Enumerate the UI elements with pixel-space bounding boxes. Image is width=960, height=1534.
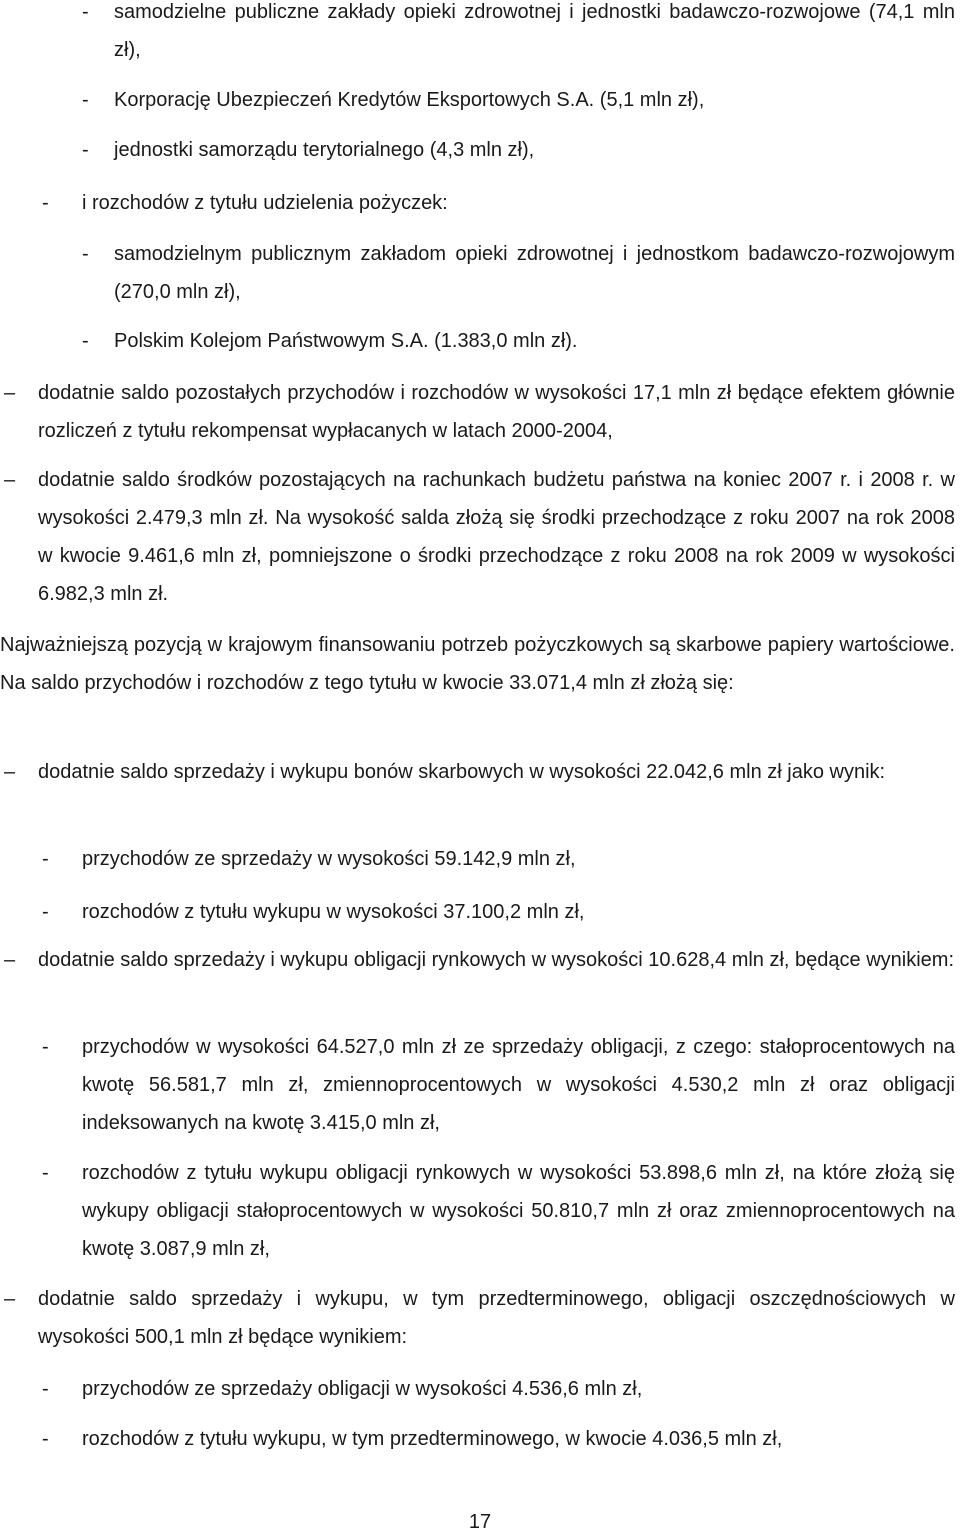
list-marker: - [82,330,89,352]
list-item-text: przychodów ze sprzedaży obligacji w wysokości 4.536,6 mln zł, [82,1378,643,1400]
list-item [42,1420,955,1458]
list-marker: - [42,848,49,870]
list-item-text: dodatnie saldo sprzedaży i wykupu obligacji rynkowych w wysokości 10.628,4 mln zł, będące wynikiem: [38,949,954,971]
paragraph-text: Najważniejszą pozycją w krajowym finansowaniu potrzeb pożyczkowych są skarbowe papiery wartościowe. Na saldo przychodów i rozchodów z tego tytułu w kwocie 33.071,4 mln zł złożą się: [0,634,955,694]
list-item-text: rozchodów z tytułu wykupu, w tym przedterminowego, w kwocie 4.036,5 mln zł, [82,1428,783,1450]
list-marker: – [4,761,16,783]
list-item [82,0,955,69]
list-item-text: przychodów ze sprzedaży w wysokości 59.142,9 mln zł, [82,848,576,870]
list-item [4,1280,955,1356]
page-number: 17 [468,1511,492,1533]
list-marker: - [42,1162,49,1184]
list-item-text: dodatnie saldo sprzedaży i wykupu, w tym przedterminowego, obligacji oszczędnościowych w wysokości 500,1 mln zł będące wynikiem: [38,1288,955,1348]
list-marker: - [82,89,89,111]
list-marker: - [42,192,49,214]
list-item [42,1370,955,1408]
list-item [42,1028,955,1142]
list-item [82,81,955,119]
list-item [4,461,955,613]
list-item [82,235,955,311]
list-item-text: rozchodów z tytułu wykupu obligacji rynkowych w wysokości 53.898,6 mln zł, na które złożą się wykupy obligacji stałoprocentowych w wysokości 50.810,7 mln zł oraz zmiennoprocentowych na kwotę 3.087,9 mln zł, [82,1162,955,1260]
list-item-text: Polskim Kolejom Państwowym S.A. (1.383,0 mln zł). [114,330,578,352]
list-item [42,184,955,222]
list-item [4,941,955,979]
list-item-text: Korporację Ubezpieczeń Kredytów Eksportowych S.A. (5,1 mln zł), [114,89,705,111]
list-item [42,840,955,878]
list-marker: - [82,139,89,161]
list-item [82,131,955,169]
list-marker: - [42,1428,49,1450]
list-item [42,893,955,931]
list-item-text: samodzielne publiczne zakłady opieki zdrowotnej i jednostki badawczo-rozwojowe (74,1 mln zł), [114,1,955,61]
list-item-text: dodatnie saldo pozostałych przychodów i rozchodów w wysokości 17,1 mln zł będące efektem głównie rozliczeń z tytułu rekompensat wypłacanych w latach 2000-2004, [38,382,955,442]
list-marker: – [4,469,16,491]
list-item-text: rozchodów z tytułu wykupu w wysokości 37.100,2 mln zł, [82,901,585,923]
list-item [4,374,955,450]
list-item [4,753,955,791]
list-marker: - [42,901,49,923]
list-item-text: jednostki samorządu terytorialnego (4,3 mln zł), [114,139,535,161]
list-marker: - [42,1378,49,1400]
list-item [42,1154,955,1268]
paragraph [0,626,955,702]
list-marker: – [4,949,16,971]
list-item [82,322,955,360]
list-item-text: dodatnie saldo środków pozostających na rachunkach budżetu państwa na koniec 2007 r. i 2008 r. w wysokości 2.479,3 mln zł. Na wysokość salda złożą się środki przechodzące z roku 2007 na rok 2008 w kwocie 9.461,6 mln zł, pomniejszone o środki przechodzące z roku 2008 na rok 2009 w wysokości 6.982,3 mln zł. [38,469,955,605]
list-marker: – [4,1288,16,1310]
list-marker: – [4,382,16,404]
list-marker: - [42,1036,49,1058]
list-item-text: dodatnie saldo sprzedaży i wykupu bonów skarbowych w wysokości 22.042,6 mln zł jako wynik: [38,761,886,783]
list-item-text: przychodów w wysokości 64.527,0 mln zł ze sprzedaży obligacji, z czego: stałoprocentowych na kwotę 56.581,7 mln zł, zmiennoprocentowych w wysokości 4.530,2 mln zł oraz obligacji indeksowanych na kwotę 3.415,0 mln zł, [82,1036,955,1134]
list-marker: - [82,243,89,265]
list-item-text: i rozchodów z tytułu udzielenia pożyczek: [82,192,448,214]
list-marker: - [82,1,89,23]
list-item-text: samodzielnym publicznym zakładom opieki zdrowotnej i jednostkom badawczo-rozwojowym (270,0 mln zł), [114,243,955,303]
